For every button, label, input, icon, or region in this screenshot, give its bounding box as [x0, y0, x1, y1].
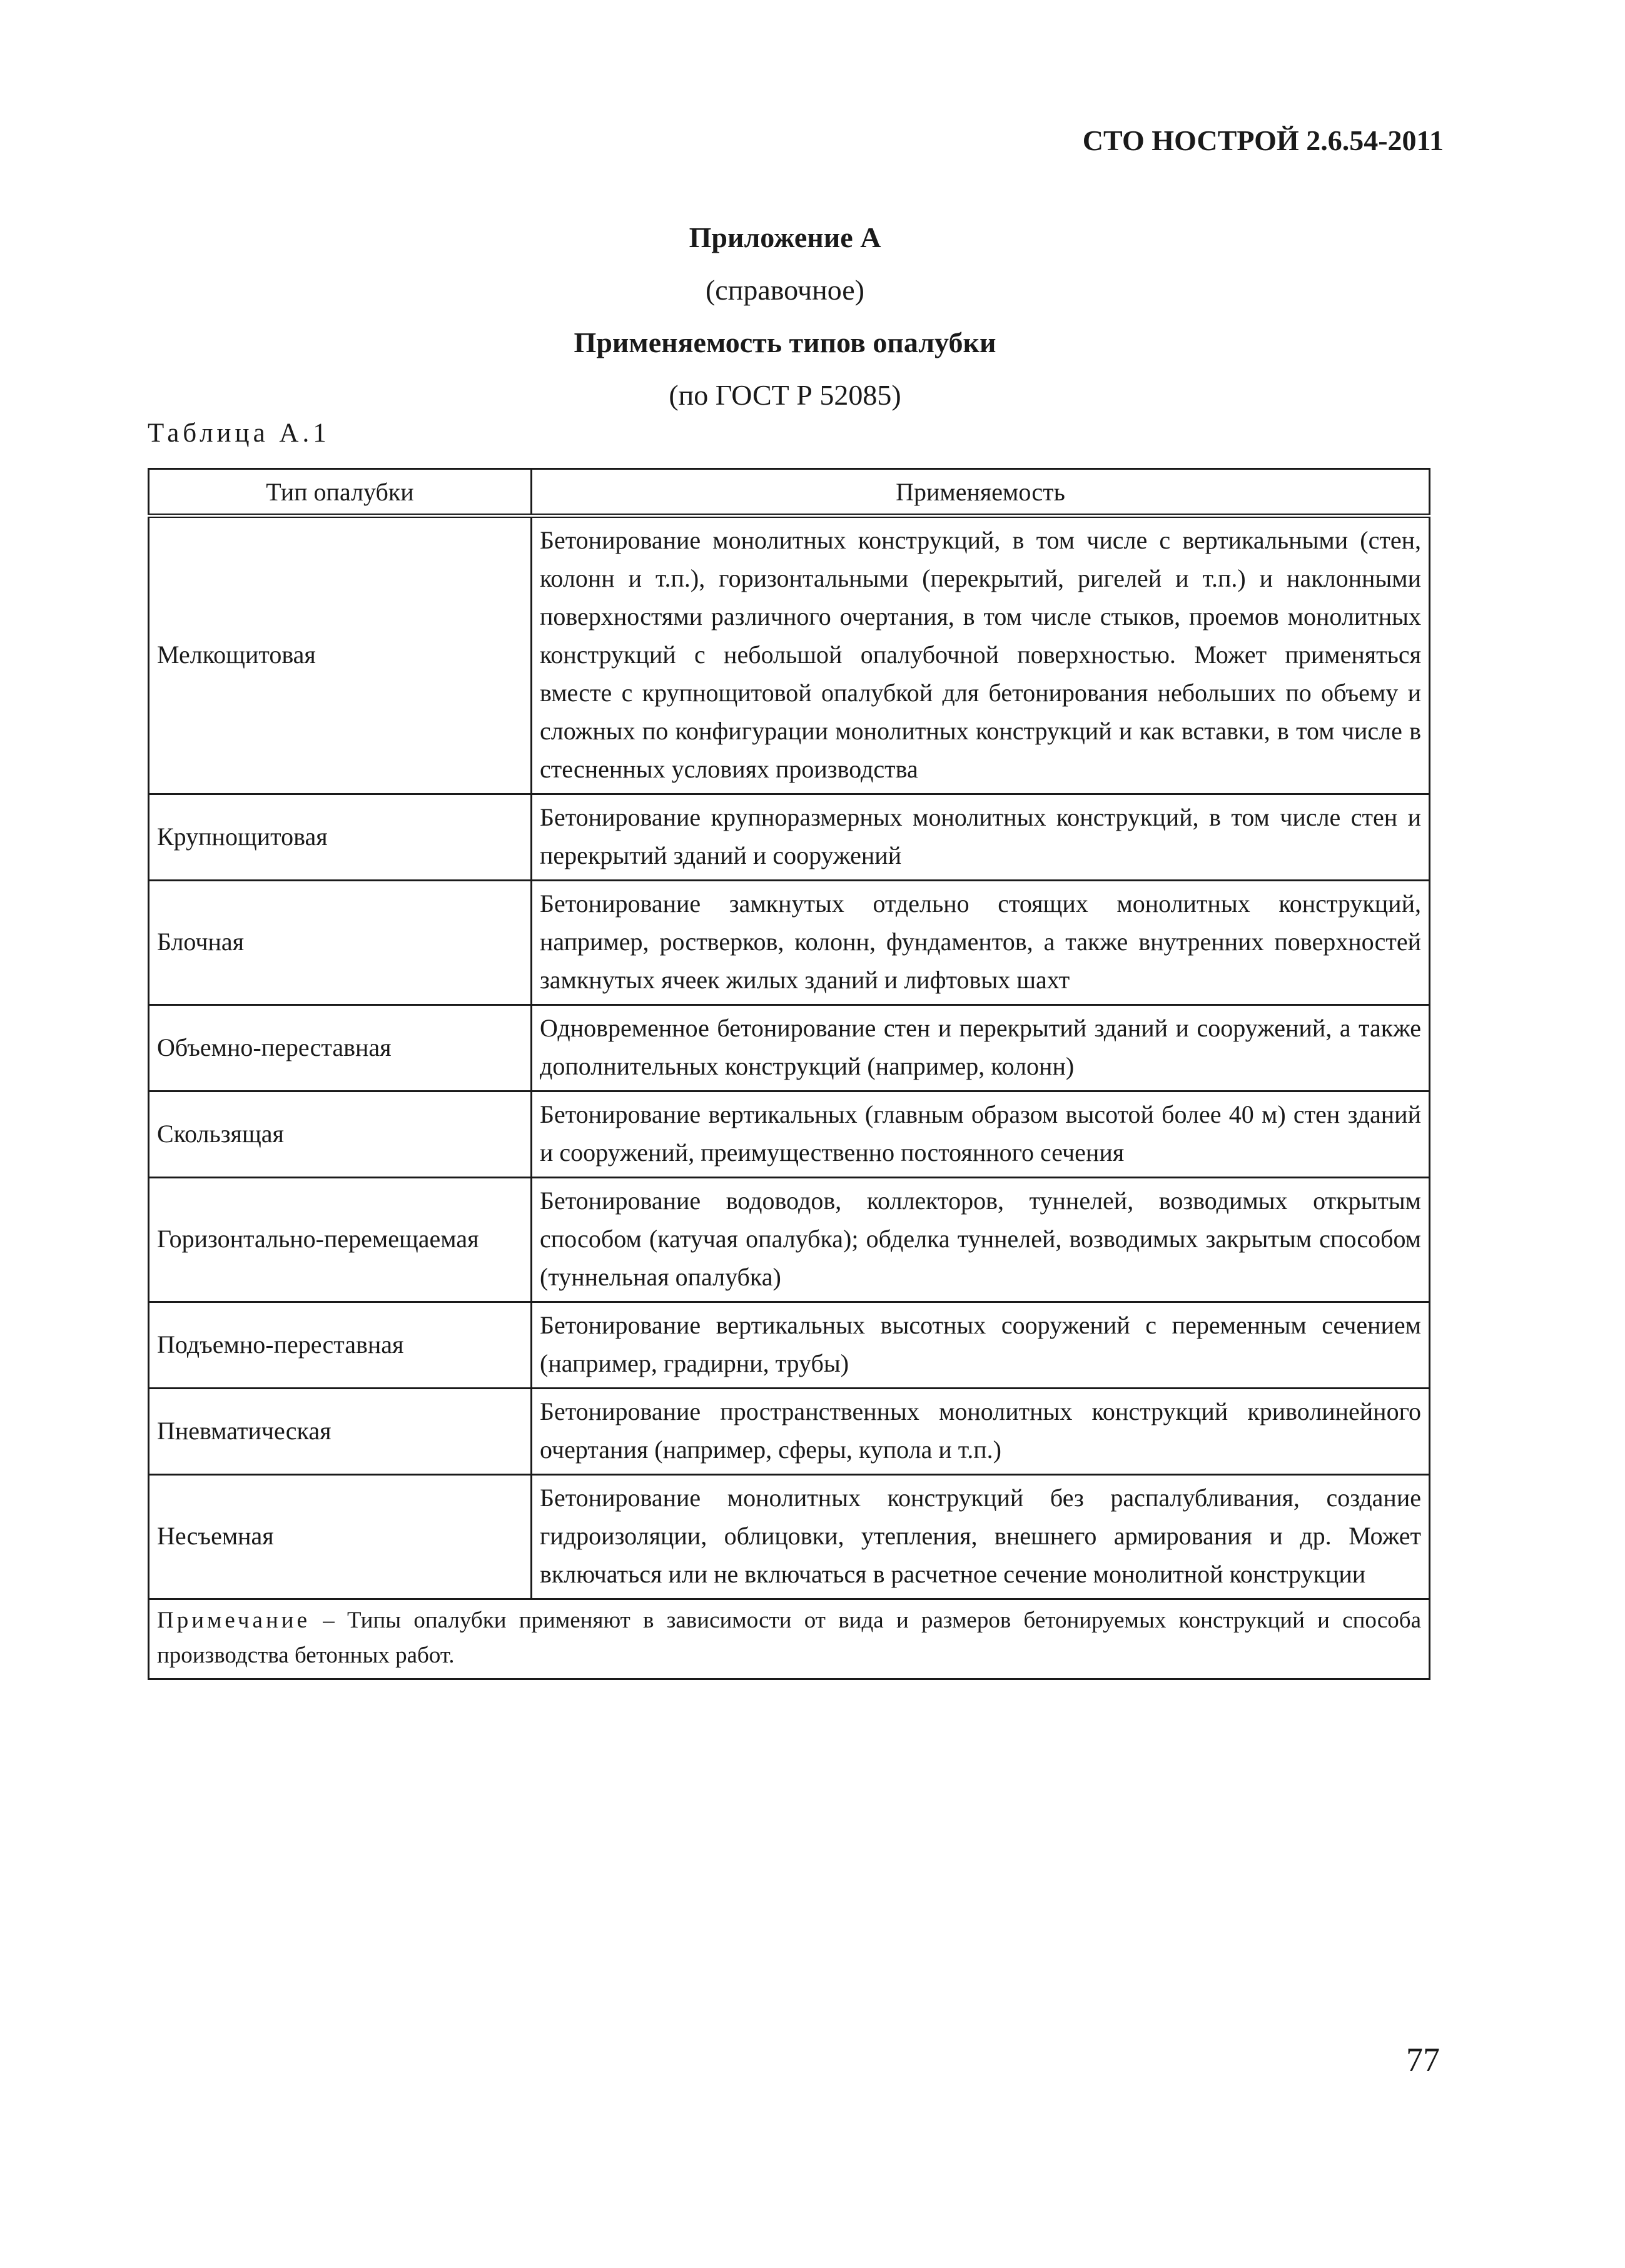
appendix-status: (справочное) [705, 274, 865, 306]
applicability-cell: Бетонирование замкнутых отдельно стоящих монолитных конструкций, например, ростверков, колонн, фундаментов, а также внутренних поверхностей замкнутых ячеек жилых зданий и лифтовых шахт [532, 881, 1430, 1005]
note-label: Примечание [157, 1607, 310, 1633]
table-row [149, 1005, 1430, 1091]
formwork-type-cell: Крупнощитовая [149, 794, 532, 881]
table-container [148, 468, 1429, 1680]
table-row [149, 1178, 1430, 1302]
applicability-cell: Бетонирование вертикальных высотных сооружений с переменным сечением (например, градирни, трубы) [532, 1302, 1430, 1389]
table-caption: Таблица А.1 [148, 418, 330, 448]
formwork-type-cell: Объемно-переставная [149, 1005, 532, 1091]
applicability-cell: Бетонирование водоводов, коллекторов, туннелей, возводимых открытым способом (катучая опалубка); обделка туннелей, возводимых закрытым способом (туннельная опалубка) [532, 1178, 1430, 1302]
table-row [149, 1091, 1430, 1178]
page-number: 77 [1406, 2041, 1440, 2078]
formwork-type-cell: Пневматическая [149, 1389, 532, 1475]
note-text: – Типы опалубки применяют в зависимости от вида и размеров бетонируемых конструкций и способа производства бетонных работ. [157, 1607, 1421, 1668]
applicability-cell: Бетонирование пространственных монолитных конструкций криволинейного очертания (например, сферы, купола и т.п.) [532, 1389, 1430, 1475]
table-header-row [149, 469, 1430, 516]
document-header: СТО НОСТРОЙ 2.6.54-2011 [1082, 124, 1444, 156]
table-note [149, 1599, 1430, 1679]
formwork-type-cell: Блочная [149, 881, 532, 1005]
appendix-title: Приложение А [689, 221, 881, 253]
standard-reference: (по ГОСТ Р 52085) [669, 379, 901, 411]
applicability-cell: Бетонирование крупноразмерных монолитных конструкций, в том числе стен и перекрытий зданий и сооружений [532, 794, 1430, 881]
table-row [149, 1475, 1430, 1599]
formwork-type-cell: Скользящая [149, 1091, 532, 1178]
formwork-applicability-table [148, 468, 1430, 1680]
table-row [149, 1302, 1430, 1389]
applicability-cell: Одновременное бетонирование стен и перекрытий зданий и сооружений, а также дополнительных конструкций (например, колонн) [532, 1005, 1430, 1091]
formwork-type-cell: Подъемно-переставная [149, 1302, 532, 1389]
table-row [149, 881, 1430, 1005]
table-note-row [149, 1599, 1430, 1679]
applicability-cell: Бетонирование вертикальных (главным образом высотой более 40 м) стен зданий и сооружений, преимущественно постоянного сечения [532, 1091, 1430, 1178]
formwork-type-cell: Несъемная [149, 1475, 532, 1599]
appendix-title-block [0, 211, 1570, 422]
column-header-type: Тип опалубки [149, 469, 532, 516]
section-title: Применяемость типов опалубки [574, 327, 996, 358]
applicability-cell: Бетонирование монолитных конструкций, в том числе с вертикальными (стен, колонн и т.п.), горизонтальными (перекрытий, ригелей и т.п.) и наклонными поверхностями различного очертания, в том числе стыков, проемов монолитных конструкций с небольшой опалубочной поверхностью. Может применяться вместе с крупнощитовой опалубкой для бетонирования небольших по объему и сложных по конфигурации монолитных конструкций и как вставки, в том числе в стесненных условиях производства [532, 516, 1430, 794]
table-row [149, 1389, 1430, 1475]
formwork-type-cell: Мелкощитовая [149, 516, 532, 794]
table-row [149, 794, 1430, 881]
applicability-cell: Бетонирование монолитных конструкций без распалубливания, создание гидроизоляции, облицовки, утепления, внешнего армирования и др. Может включаться или не включаться в расчетное сечение монолитной конструкции [532, 1475, 1430, 1599]
table-row [149, 516, 1430, 794]
column-header-applicability: Применяемость [532, 469, 1430, 516]
formwork-type-cell: Горизонтально-перемещаемая [149, 1178, 532, 1302]
